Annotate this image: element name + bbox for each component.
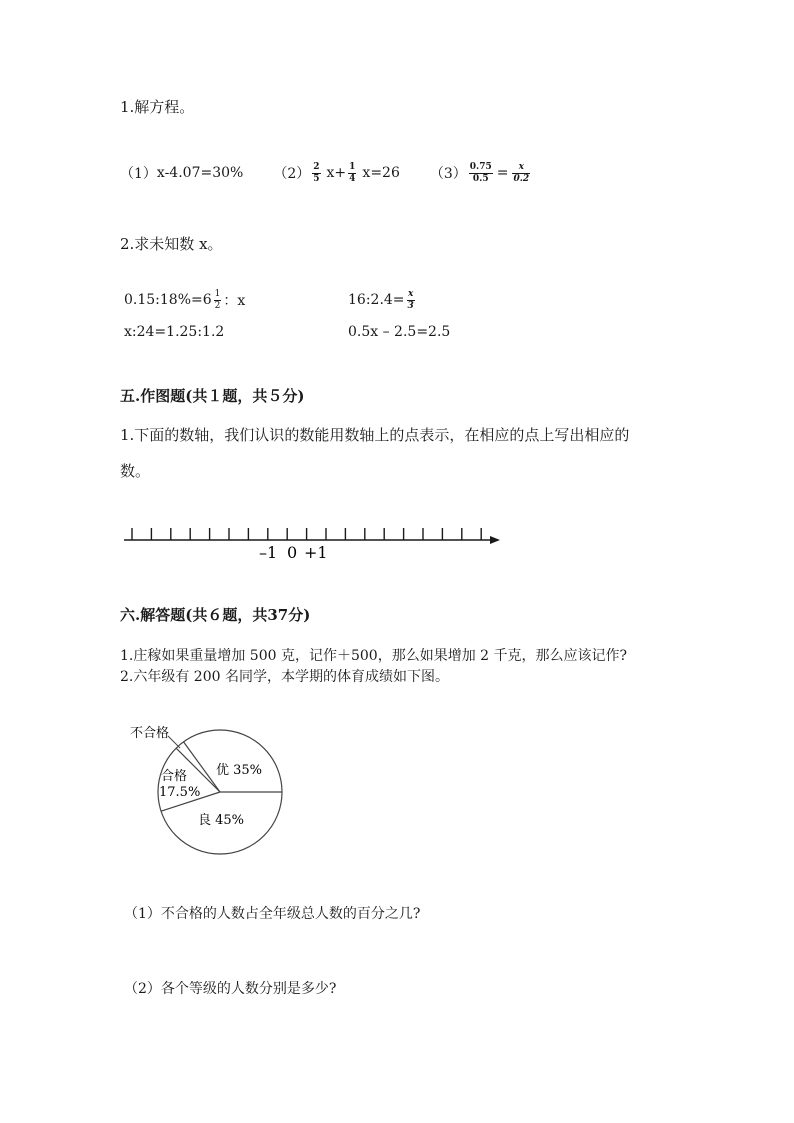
eq2-mid: x+ [326, 165, 347, 181]
q2-item-b [348, 288, 417, 312]
axis-label-minus-one: –1 [259, 543, 278, 562]
q2-item-d: 0.5x – 2.5=2.5 [348, 324, 451, 340]
eq2-frac2-num: 1 [349, 161, 356, 172]
eq3-fraction-a [469, 163, 493, 184]
number-line-arrow-icon [490, 536, 500, 544]
eq2-frac1-den: 5 [313, 173, 320, 184]
leader-line [168, 736, 180, 748]
q2-a-frac-num: 1 [214, 288, 221, 299]
axis-label-zero: 0 [287, 543, 298, 562]
q2-a-fraction [214, 290, 222, 311]
eq2-tail: x=26 [362, 165, 400, 181]
eq3-frac1-den: 0.5 [472, 173, 489, 184]
pie-chart [120, 718, 300, 866]
eq3-frac2-den: 0.2 [513, 173, 530, 184]
eq3-frac1-num: 0.75 [469, 161, 492, 172]
section6-heading: 六.解答题(共６题，共37分) [120, 606, 311, 624]
eq2-frac2-den: 4 [349, 173, 356, 184]
eq3-frac2-num: x [512, 163, 530, 174]
section6-sub1: （1）不合格的人数占全年级总人数的百分之几? [124, 906, 421, 922]
label-pass-line2: 17.5% [159, 785, 201, 800]
label-good: 良 45% [198, 813, 245, 828]
section6-q1: 1.庄稼如果重量增加 500 克，记作＋500，那么如果增加 2 千克，那么应该记作? [120, 648, 628, 664]
q2-b-frac-den: 3 [407, 300, 414, 311]
q2-item-c: x:24=1.25:1.2 [124, 324, 225, 340]
q1-equations [120, 162, 532, 184]
eq2-fraction-a [312, 163, 320, 184]
eq3-equals: = [496, 165, 509, 181]
q1-title: 1.解方程。 [120, 98, 195, 116]
q2-item-a [124, 288, 245, 312]
eq1-label: （1） [120, 166, 157, 182]
q2-b-frac-num: x [407, 288, 414, 299]
eq2-label: （2） [273, 166, 311, 182]
label-fail: 不合格 [130, 726, 170, 741]
q2-a-pre: 0.15:18%=6 [124, 292, 212, 308]
q2-a-post: ：x [223, 293, 246, 309]
label-excellent: 优 35% [216, 763, 263, 778]
q2-b-fraction [407, 290, 415, 311]
eq3-label: （3） [429, 166, 467, 182]
number-line-ticks [132, 528, 481, 540]
axis-label-plus-one: +1 [304, 543, 328, 562]
section6-q2: 2.六年级有 200 名同学，本学期的体育成绩如下图。 [120, 669, 449, 685]
label-pass-line1: 合格 [161, 769, 188, 784]
section6-sub2: （2）各个等级的人数分别是多少? [124, 981, 337, 997]
q2-title: 2.求未知数 x。 [120, 235, 223, 253]
eq2-frac1-num: 2 [313, 161, 320, 172]
q2-a-frac-den: 2 [214, 300, 221, 311]
section5-q1-line2: 数。 [120, 462, 151, 480]
eq3-fraction-b [512, 163, 530, 184]
number-line [118, 518, 508, 566]
eq2-fraction-b [348, 163, 356, 184]
section5-heading: 五.作图题(共１题，共５分) [120, 387, 305, 405]
section5-q1-line1: 1.下面的数轴，我们认识的数能用数轴上的点表示，在相应的点上写出相应的 [120, 426, 630, 444]
eq1-text: x-4.07=30% [156, 165, 244, 181]
q2-b-pre: 16:2.4= [348, 292, 405, 308]
